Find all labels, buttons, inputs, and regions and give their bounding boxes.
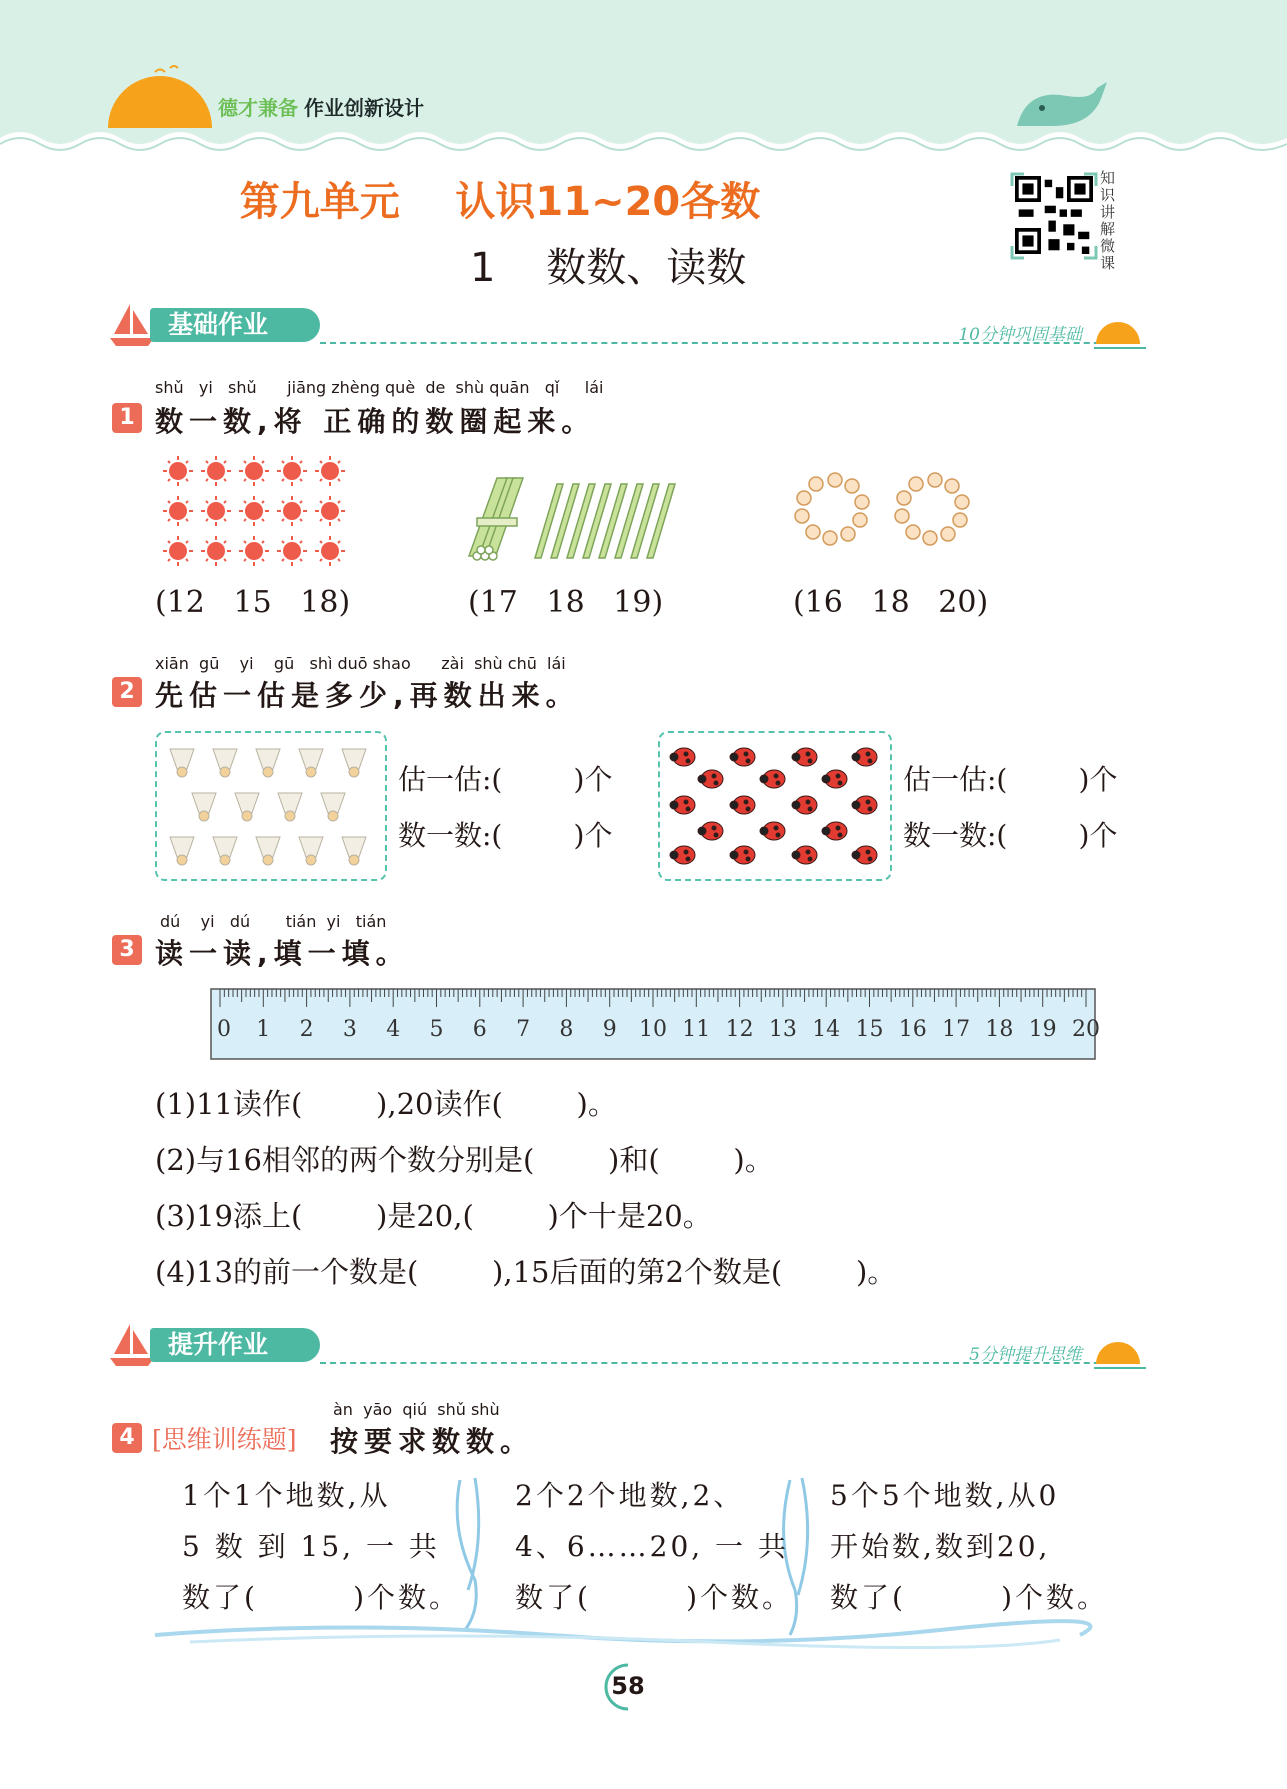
q2-ladybug-box <box>658 731 892 881</box>
q3-text: 读一读,填一填。 <box>155 937 410 970</box>
advanced-section-note: 5分钟提升思维 <box>969 1345 1082 1365</box>
advanced-section-title: 提升作业 <box>150 1328 320 1362</box>
q1-bead-rings <box>790 470 990 560</box>
q3-sub-2[interactable]: (2)与16相邻的两个数分别是( )和( )。 <box>155 1143 774 1177</box>
q1-sun-group <box>160 455 360 575</box>
q3-number: 3 <box>112 935 142 965</box>
q1-sticks-bundle <box>465 470 685 570</box>
shuttlecock-group <box>157 733 385 879</box>
q1-text: 数一数,将 正确的数圈起来。 <box>155 405 596 438</box>
ruler-label: 16 <box>898 1017 927 1042</box>
ruler-label: 11 <box>682 1017 711 1042</box>
ruler <box>210 988 1100 1060</box>
sunset-icon-2 <box>1092 1332 1148 1372</box>
ruler-label: 10 <box>639 1017 667 1042</box>
q1-choices-sticks[interactable]: (17 18 19) <box>468 585 664 620</box>
basic-section-note: 10分钟巩固基础 <box>958 325 1082 345</box>
brand-green: 德才兼备 <box>218 96 298 120</box>
q2-left-estimate[interactable]: 估一估:( )个 <box>398 763 613 796</box>
q3-sub-1[interactable]: (1)11读作( ),20读作( )。 <box>155 1087 617 1121</box>
ruler-label: 17 <box>942 1017 971 1042</box>
q3-pinyin: dú yi dú tián yi tián <box>160 912 387 931</box>
ruler-label: 6 <box>472 1017 487 1042</box>
q2-right-count[interactable]: 数一数:( )个 <box>903 819 1118 852</box>
q1-number: 1 <box>112 403 142 433</box>
sunset-icon <box>1092 312 1148 352</box>
ladybug-group <box>660 733 890 879</box>
q3-sub-3[interactable]: (3)19添上( )是20,( )个十是20。 <box>155 1199 712 1233</box>
ruler-label: 20 <box>1072 1017 1100 1042</box>
ruler-label: 18 <box>985 1017 1014 1042</box>
ruler-label: 12 <box>725 1017 754 1042</box>
ruler-label: 8 <box>559 1017 574 1042</box>
ruler-label: 14 <box>812 1017 841 1042</box>
q2-pinyin: xiān gū yi gū shì duō shao zài shù chū lái <box>155 654 566 673</box>
whale-icon <box>1012 78 1112 130</box>
page-number: 58 <box>611 1672 645 1700</box>
ruler-label: 9 <box>602 1017 617 1042</box>
ruler-label: 5 <box>429 1017 444 1042</box>
q4-tag: [思维训练题] <box>152 1425 297 1454</box>
lesson-title: 1 数数、读数 <box>470 245 747 291</box>
q4-col-2[interactable]: 2个2个地数,2、 4、6……20, 一 共 数了( )个数。 <box>515 1479 794 1614</box>
q2-number: 2 <box>112 677 142 707</box>
ruler-label: 1 <box>256 1017 271 1042</box>
unit-title: 第九单元 认识11~20各数 <box>239 179 761 225</box>
basic-section-title: 基础作业 <box>150 308 320 342</box>
sun-logo-icon <box>100 60 220 130</box>
q3-sub-4[interactable]: (4)13的前一个数是( ),15后面的第2个数是( )。 <box>155 1255 897 1289</box>
ruler-label: 0 <box>217 1017 231 1042</box>
ruler-label: 2 <box>299 1017 314 1042</box>
qr-label: 知识讲解微课 <box>1100 169 1116 272</box>
q2-shuttlecock-box <box>155 731 387 881</box>
brand-title <box>218 92 424 121</box>
ruler-label: 13 <box>768 1017 797 1042</box>
q1-choices-suns[interactable]: (12 15 18) <box>155 585 351 620</box>
ruler-label: 7 <box>516 1017 531 1042</box>
qr-frame <box>1010 172 1098 260</box>
q4-col-1[interactable]: 1个1个地数,从 5 数 到 15, 一 共 数了( )个数。 <box>182 1479 461 1614</box>
brand-dark: 作业创新设计 <box>304 96 424 120</box>
q1-choices-beads[interactable]: (16 18 20) <box>793 585 989 620</box>
q2-text: 先估一估是多少,再数出来。 <box>155 679 580 712</box>
q1-pinyin: shǔ yi shǔ jiāng zhèng què de shù quān qǐ lái <box>155 378 604 397</box>
q4-col-3[interactable]: 5个5个地数,从0 开始数,数到20, 数了( )个数。 <box>830 1479 1109 1614</box>
q2-left-count[interactable]: 数一数:( )个 <box>398 819 613 852</box>
ruler-label: 19 <box>1028 1017 1057 1042</box>
q2-right-estimate[interactable]: 估一估:( )个 <box>903 763 1118 796</box>
ruler-label: 15 <box>855 1017 884 1042</box>
q4-number: 4 <box>112 1423 142 1453</box>
ruler-label: 4 <box>386 1017 401 1042</box>
ruler-label: 3 <box>342 1017 357 1042</box>
q4-pinyin: àn yāo qiú shǔ shù <box>333 1400 500 1419</box>
q4-text: 按要求数数。 <box>330 1425 535 1458</box>
